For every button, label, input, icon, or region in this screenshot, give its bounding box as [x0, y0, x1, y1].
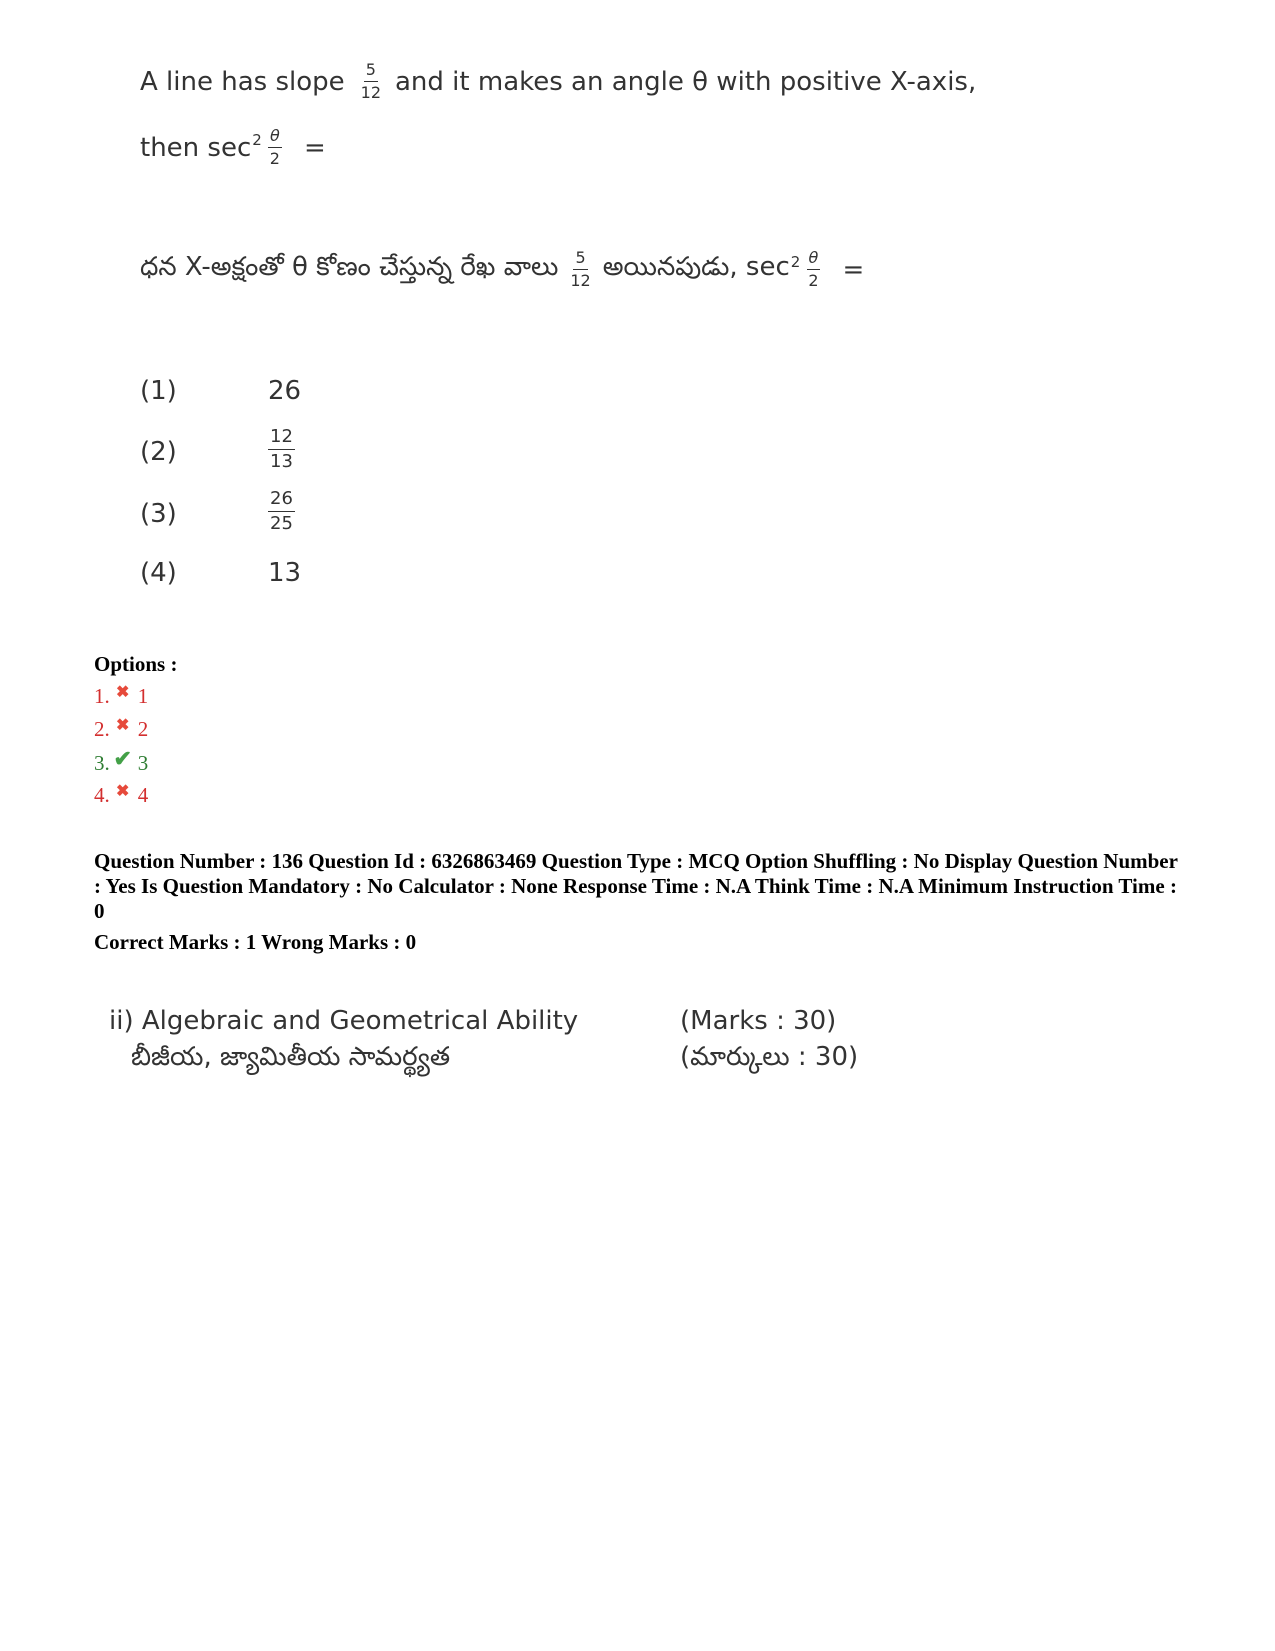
section-marks-english: (Marks : 30) [680, 1006, 837, 1036]
choice-label-1: (1) [140, 376, 177, 406]
fraction-numerator: 26 [268, 490, 295, 512]
fraction-denominator: 2 [808, 271, 819, 290]
option-index: 3. [94, 750, 110, 775]
option-value: 3 [137, 750, 149, 775]
exponent: 2 [252, 130, 262, 149]
fraction-numerator: 12 [268, 428, 295, 450]
question-text: A line has slope [140, 66, 345, 97]
fraction-numerator: θ [807, 250, 821, 270]
question-line-1 [140, 62, 976, 101]
question-text: and it makes an angle θ with positive X-axis, [395, 66, 977, 97]
exponent: 2 [790, 252, 801, 271]
fraction-numerator: 5 [573, 250, 587, 270]
section-title-telugu: బీజీయ, జ్యామితీయ సామర్థ్యత [131, 1042, 451, 1072]
marks-info: Correct Marks : 1 Wrong Marks : 0 [94, 930, 417, 954]
fraction-denominator: 13 [270, 451, 293, 472]
choice-label-3: (3) [140, 499, 177, 529]
fraction-numerator: 5 [364, 62, 378, 82]
choice-value-4: 13 [268, 558, 302, 588]
option-index: 2. [94, 717, 110, 741]
question-text-telugu: ధన X-అక్షంతో θ కోణం చేస్తున్న రేఖ వాలు [140, 251, 559, 282]
question-text-telugu: అయినపుడు, sec [602, 251, 790, 282]
choice-value-2 [268, 428, 295, 471]
section-marks-telugu: (మార్కులు : 30) [680, 1042, 859, 1072]
choice-fraction [268, 428, 295, 471]
slope-fraction [568, 250, 592, 289]
cross-icon: ✖ [116, 782, 130, 800]
option-value: 1 [137, 684, 149, 708]
slope-fraction [359, 62, 383, 101]
option-index: 1. [94, 684, 110, 708]
fraction-denominator: 2 [269, 149, 280, 168]
option-item-4 [94, 783, 148, 808]
section-title-english: ii) Algebraic and Geometrical Ability [109, 1006, 579, 1036]
choice-label-2: (2) [140, 437, 177, 467]
option-value: 2 [137, 717, 149, 741]
option-value: 4 [137, 783, 149, 807]
option-item-1 [94, 684, 148, 709]
choice-value-1: 26 [268, 376, 302, 406]
theta-fraction [806, 250, 820, 289]
question-text: then sec [140, 132, 252, 163]
question-line-telugu [140, 250, 864, 289]
fraction-denominator: 25 [270, 513, 293, 534]
cross-icon: ✖ [116, 683, 130, 701]
theta-fraction [268, 128, 282, 167]
question-line-2 [140, 128, 326, 167]
fraction-denominator: 12 [570, 271, 591, 290]
choice-fraction [268, 490, 295, 533]
question-meta: Question Number : 136 Question Id : 6326863469 Question Type : MCQ Option Shuffling : No Display Question Number : Yes Is Question Mandatory : No Calculator : None Response Time : N.A Think Time : N.A Minimum Instruction Time : 0 [94, 849, 1178, 923]
fraction-denominator: 12 [360, 83, 381, 102]
choice-value-3 [268, 490, 295, 533]
fraction-numerator: θ [268, 128, 282, 148]
option-item-2 [94, 717, 148, 742]
options-heading: Options : [94, 652, 178, 676]
cross-icon: ✖ [116, 716, 130, 734]
check-icon: ✔ [113, 746, 132, 771]
choice-label-4: (4) [140, 558, 177, 588]
equals-sign: = [842, 254, 865, 285]
option-item-3 [94, 746, 149, 776]
equals-sign: = [303, 132, 326, 163]
option-index: 4. [94, 783, 110, 807]
